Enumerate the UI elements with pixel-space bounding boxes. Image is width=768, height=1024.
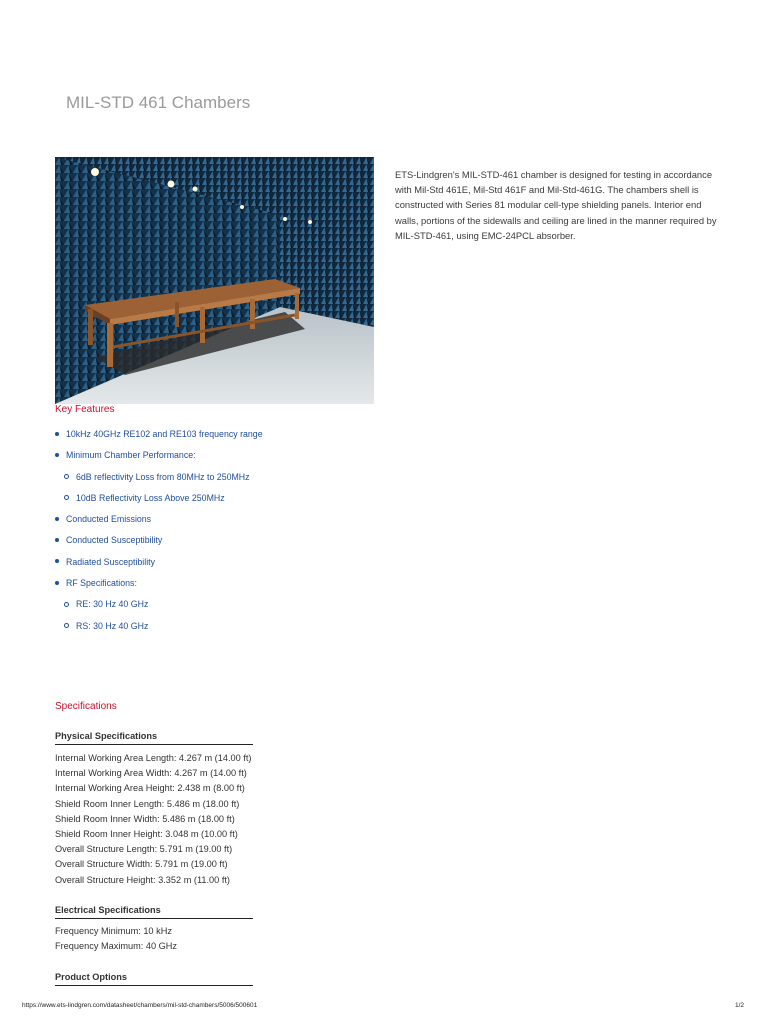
feature-text: RF Specifications:: [66, 578, 137, 589]
spec-item: Overall Structure Height: 3.352 m (11.00 ft): [55, 874, 230, 885]
disc-bullet-icon: [55, 432, 59, 436]
feature-item: [55, 556, 263, 577]
feature-text: RE: 30 Hz 40 GHz: [76, 599, 149, 610]
page-number: 1/2: [735, 1002, 745, 1009]
disc-bullet-icon: [55, 517, 59, 521]
spec-item: Internal Working Area Length: 4.267 m (14.00 ft): [55, 753, 252, 763]
circle-bullet-icon: [64, 495, 69, 500]
feature-text: 6dB reflectivity Loss from 80MHz to 250MHz: [76, 471, 250, 482]
disc-bullet-icon: [55, 453, 59, 457]
feature-text: RS: 30 Hz 40 GHz: [76, 620, 149, 631]
feature-item: [55, 428, 263, 449]
feature-item: [55, 577, 263, 598]
specifications-heading: Specifications: [55, 701, 117, 712]
feature-text: Radiated Susceptibility: [66, 556, 155, 567]
feature-item: [55, 513, 263, 534]
feature-item: [55, 492, 263, 513]
spec-item: Internal Working Area Height: 2.438 m (8.00 ft): [55, 783, 245, 794]
circle-bullet-icon: [64, 602, 69, 607]
chamber-photo: [55, 157, 374, 404]
circle-bullet-icon: [64, 474, 69, 479]
disc-bullet-icon: [55, 581, 59, 585]
physical-specifications-list: [55, 751, 251, 888]
feature-text: 10kHz 40GHz RE102 and RE103 frequency range: [66, 429, 263, 439]
electrical-specifications-title: Electrical Specifications: [55, 905, 253, 919]
spec-item: Internal Working Area Width: 4.267 m (14.00 ft): [55, 768, 247, 779]
feature-item: [55, 471, 263, 492]
spec-item: Frequency Maximum: 40 GHz: [55, 941, 178, 952]
product-description: ETS-Lindgren's MIL-STD-461 chamber is designed for testing in accordance with Mil-Std 461E, Mil-Std 461F and Mil-Std-461G. The chambers shell is constructed with Series 81 modular cell-type shielding panels. Interior end walls, portions of the sidewalls and ceiling are lined in the manner required by MIL-STD-461, using EMC-24PCL absorber.: [395, 169, 717, 241]
feature-text: Conducted Susceptibility: [66, 535, 163, 546]
spec-item: Shield Room Inner Height: 3.048 m (10.00 ft): [55, 829, 238, 840]
circle-bullet-icon: [64, 623, 69, 628]
feature-text: Conducted Emissions: [66, 514, 152, 525]
product-options-title: Product Options: [55, 972, 253, 986]
key-features-heading: Key Features: [55, 404, 115, 415]
feature-item: [55, 534, 263, 555]
feature-text: Minimum Chamber Performance:: [66, 450, 196, 461]
feature-item: [55, 449, 263, 470]
feature-item: [55, 620, 263, 641]
disc-bullet-icon: [55, 538, 59, 542]
key-features-list: [55, 428, 263, 641]
feature-text: 10dB Reflectivity Loss Above 250MHz: [76, 492, 225, 503]
feature-item: [55, 598, 263, 619]
disc-bullet-icon: [55, 559, 59, 563]
spec-item: Shield Room Inner Length: 5.486 m (18.00 ft): [55, 798, 240, 809]
spec-item: Overall Structure Width: 5.791 m (19.00 ft): [55, 859, 228, 870]
footer-url: https://www.ets-lindgren.com/datasheet/chambers/mil-std-chambers/5006/500601: [22, 1002, 258, 1009]
electrical-specifications-list: [55, 924, 177, 954]
physical-specifications-title: Physical Specifications: [55, 731, 253, 745]
spec-item: Frequency Minimum: 10 kHz: [55, 926, 172, 936]
spec-item: Overall Structure Length: 5.791 m (19.00 ft): [55, 844, 233, 855]
spec-item: Shield Room Inner Width: 5.486 m (18.00 ft): [55, 813, 235, 824]
page-title: MIL-STD 461 Chambers: [66, 93, 251, 112]
